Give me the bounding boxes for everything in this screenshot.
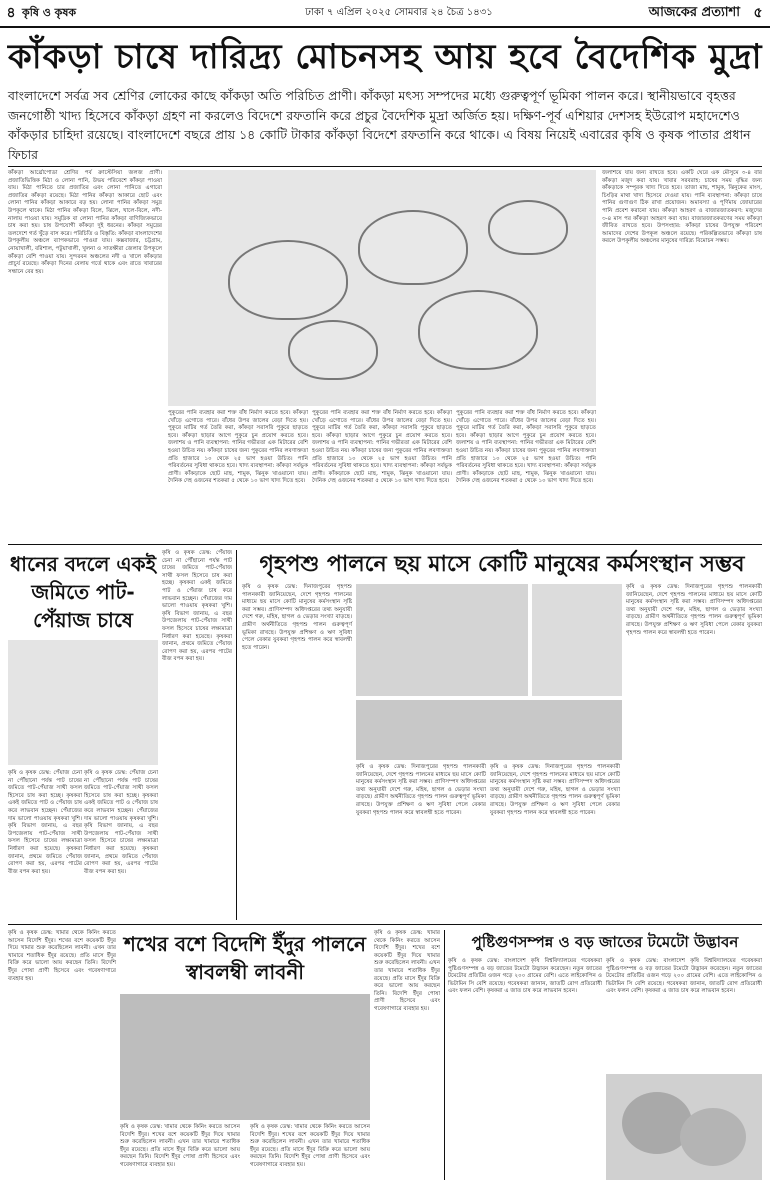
lead-column-2b: পুকুরের পানি ব্যবহার করা শক্ত বাঁধ নির্মাণ করতে হবে। কাঁকড়া খোঁড়ে এগোতে পারে। বাঁধের উপর জালের বেড়া দিতে হয়। পুকুরে মাটির গর্ত তৈরি করা, কাঁকড়া সরাসরি পুকুরে ছাড়তে হবে। কাঁকড়া ছাড়ার আগে পুকুরে চুন প্রয়োগ করতে হবে। জলাশয় ও পানি ব্যবস্থাপনা: পানির গভীরতা এক মিটারের বেশি হওয়া উচিত নয়। কাঁকড়া চাষের জন্য পুকুরের পানির লবণাক্ততা প্রতি হাজারে ১০ থেকে ২৫ ভাগ হওয়া উচিত। পানি পরিবর্তনের সুবিধা থাকতে হবে। খাদ্য ব্যবস্থাপনা: কাঁকড়া সর্বভুক প্রাণী। কাঁকড়াকে ছোট মাছ, শামুক, ঝিনুক খাওয়ানো যায়। দৈনিক দেহ ওজনের শতকরা ৫ থেকে ১০ ভাগ খাদ্য দিতে হবে।: [312, 410, 452, 485]
mice-body-4: কৃষি ও কৃষক ডেস্ক: খামার থেকে কিনিং করতে আসেন বিদেশি ইঁদুর। শখের বশে কয়েকটি ইঁদুর দিয়ে খামার শুরু করেছিলেন লাবনী। এখন তার খামারে শতাধিক ইঁদুর রয়েছে। প্রতি মাসে ইঁদুর বিক্রি করে ভালো আয় করছেন তিনি। বিদেশি ইঁদুর পোষা প্রাণী হিসেবে এবং গবেষণাগারে ব্যবহার হয়।: [374, 930, 440, 1012]
lead-column-2c: পুকুরের পানি ব্যবহার করা শক্ত বাঁধ নির্মাণ করতে হবে। কাঁকড়া খোঁড়ে এগোতে পারে। বাঁধের উপর জালের বেড়া দিতে হয়। পুকুরে মাটির গর্ত তৈরি করা, কাঁকড়া সরাসরি পুকুরে ছাড়তে হবে। কাঁকড়া ছাড়ার আগে পুকুরে চুন প্রয়োগ করতে হবে। জলাশয় ও পানি ব্যবস্থাপনা: পানির গভীরতা এক মিটারের বেশি হওয়া উচিত নয়। কাঁকড়া চাষের জন্য পুকুরের পানির লবণাক্ততা প্রতি হাজারে ১০ থেকে ২৫ ভাগ হওয়া উচিত। পানি পরিবর্তনের সুবিধা থাকতে হবে। খাদ্য ব্যবস্থাপনা: কাঁকড়া সর্বভুক প্রাণী। কাঁকড়াকে ছোট মাছ, শামুক, ঝিনুক খাওয়ানো যায়। দৈনিক দেহ ওজনের শতকরা ৫ থেকে ১০ ভাগ খাদ্য দিতে হবে।: [456, 410, 596, 485]
divider: [8, 544, 762, 545]
mice-headline: শখের বশে বিদেশি ইঁদুর পালনে স্বাবলম্বী লাবনী: [124, 932, 366, 984]
lead-headline: কাঁকড়া চাষে দারিদ্র্য মোচনসহ আয় হবে বৈদেশিক মুদ্রা: [8, 37, 763, 77]
divider: [444, 930, 445, 1180]
livestock-body-2: কৃষি ও কৃষক ডেস্ক: দিনাজপুরের গৃহপশু পালনকারী জানিয়েছেন, দেশে গৃহপশু পালনের মাধ্যমে ছয় মাসে কোটি মানুষের কর্মসংস্থান সৃষ্টি করা সম্ভব। প্রাণিসম্পদ অধিদপ্তরের তথ্য অনুযায়ী দেশে গরু, মহিষ, ছাগল ও ভেড়ার সংখ্যা বাড়ছে। গ্রামীণ অর্থনীতিতে গৃহপশু পালন গুরুত্বপূর্ণ ভূমিকা রাখছে। উপযুক্ত প্রশিক্ষণ ও ঋণ সুবিধা পেলে বেকার যুবকরা গৃহপশু পালন করে স্বাবলম্বী হতে পারেন।: [356, 764, 486, 816]
tomato-headline: পুষ্টিগুণসম্পন্ন ও বড় জাতের টমেটো উদ্ভাবন: [471, 933, 739, 951]
section-title: কৃষি ও কৃষক: [22, 5, 77, 19]
page-number-right: ৫: [753, 5, 763, 21]
jute-body-3: কৃষি ও কৃষক ডেস্ক: পেঁয়াজ চেনা না পৌঁছানো পর্যন্ত পাট চাষের জমিতে পাট-পেঁয়াজ সাথী ফসল হিসেবে চাষ করা হচ্ছে। কৃষকরা একই জমিতে পাট ও পেঁয়াজ চাষ করে লাভবান হচ্ছেন। পেঁয়াজের দাম ভালো পাওয়ায় কৃষকরা খুশি। কৃষি বিভাগ জানায়, এ বছর উপজেলায় পাট-পেঁয়াজ সাথী ফসল হিসেবে চাষের লক্ষ্যমাত্রা নির্ধারণ করা হয়েছে। কৃষকরা জানান, প্রথমে জমিতে পেঁয়াজ রোপণ করা হয়, এরপর পাটের বীজ বপন করা হয়।: [162, 550, 232, 663]
page-number-left: ৪: [6, 5, 16, 21]
crab-photo: [168, 170, 596, 406]
jute-body: কৃষি ও কৃষক ডেস্ক: পেঁয়াজ চেনা না পৌঁছানো পর্যন্ত পাট চাষের জমিতে পাট-পেঁয়াজ সাথী ফসল হিসেবে চাষ করা হচ্ছে। কৃষকরা একই জমিতে পাট ও পেঁয়াজ চাষ করে লাভবান হচ্ছেন। পেঁয়াজের দাম ভালো পাওয়ায় কৃষকরা খুশি। কৃষি বিভাগ জানায়, এ বছর উপজেলায় পাট-পেঁয়াজ সাথী ফসল হিসেবে চাষের লক্ষ্যমাত্রা নির্ধারণ করা হয়েছে। কৃষকরা জানান, প্রথমে জমিতে পেঁয়াজ রোপণ করা হয়, এরপর পাটের বীজ বপন করা হয়।: [8, 770, 82, 875]
divider: [8, 924, 762, 925]
livestock-body-3: কৃষি ও কৃষক ডেস্ক: দিনাজপুরের গৃহপশু পালনকারী জানিয়েছেন, দেশে গৃহপশু পালনের মাধ্যমে ছয় মাসে কোটি মানুষের কর্মসংস্থান সৃষ্টি করা সম্ভব। প্রাণিসম্পদ অধিদপ্তরের তথ্য অনুযায়ী দেশে গরু, মহিষ, ছাগল ও ভেড়ার সংখ্যা বাড়ছে। গ্রামীণ অর্থনীতিতে গৃহপশু পালন গুরুত্বপূর্ণ ভূমিকা রাখছে। উপযুক্ত প্রশিক্ষণ ও ঋণ সুবিধা পেলে বেকার যুবকরা গৃহপশু পালন করে স্বাবলম্বী হতে পারেন।: [490, 764, 620, 816]
lead-intro: বাংলাদেশে সর্বত্র সব শ্রেণির লোকের কাছে কাঁকড়া অতি পরিচিত প্রাণী। কাঁকড়া মৎস্য সম্পদের মধ্যে গুরুত্বপূর্ণ ভূমিকা পালন করে। স্থানীয়ভাবে বৃহত্তর জনগোষ্ঠী খাদ্য হিসেবে কাঁকড়া গ্রহণ না করলেও বিদেশে রফতানি করে প্রচুর বৈদেশিক মুদ্রা অর্জিত হয়। দক্ষিণ-পূর্ব এশিয়ার দেশসহ ইউরোপ মহাদেশেও কাঁকড়ার চাহিদা রয়েছে। বাংলাদেশে বছরে প্রায় ১৪ কোটি টাকার কাঁকড়া বিদেশে রফতানি করে থাকে। এ বিষয় নিয়েই এবারের কৃষি ও কৃষক পাতার প্রধান ফিচার: [8, 88, 751, 162]
divider: [8, 166, 762, 167]
tomato-body: কৃষি ও কৃষক ডেস্ক: বাংলাদেশ কৃষি বিশ্ববিদ্যালয়ের গবেষকরা পুষ্টিগুণসম্পন্ন ও বড় জাতের টমেটো উদ্ভাবন করেছেন। নতুন জাতের টমেটোর প্রতিটির ওজন গড়ে ২০০ গ্রামের বেশি। এতে লাইকোপিন ও ভিটামিন সি বেশি রয়েছে। গবেষকরা জানান, জাতটি রোগ প্রতিরোধী এবং ফলন বেশি। কৃষকরা এ জাত চাষ করে লাভবান হবেন।: [448, 958, 602, 995]
tomato-body-2: কৃষি ও কৃষক ডেস্ক: বাংলাদেশ কৃষি বিশ্ববিদ্যালয়ের গবেষকরা পুষ্টিগুণসম্পন্ন ও বড় জাতের টমেটো উদ্ভাবন করেছেন। নতুন জাতের টমেটোর প্রতিটির ওজন গড়ে ২০০ গ্রামের বেশি। এতে লাইকোপিন ও ভিটামিন সি বেশি রয়েছে। গবেষকরা জানান, জাতটি রোগ প্রতিরোধী এবং ফলন বেশি। কৃষকরা এ জাত চাষ করে লাভবান হবেন।: [606, 958, 762, 995]
lead-column-3: জলাশয়ে যায় জন্য রাখতে হবে। একটি ঘেরে এক মৌসুমে ৩-৪ বার কাঁকড়া মজুদ করা যায়। খাবার সরবরাহ: চাষের সময় বৃদ্ধির জন্য কাঁকড়াকে সম্পূরক খাদ্য দিতে হবে। তাজা মাছ, শামুক, ঝিনুকের মাংস, চিংড়ির মাথা খাদ্য হিসেবে দেওয়া যায়। পানি ব্যবস্থাপনা: কাঁকড়া চাষে পানির গুণাগুণ ঠিক রাখা প্রয়োজন। অমাবস্যা ও পূর্ণিমায় জোয়ারের পানি প্রবেশ করানো যায়। কাঁকড়া আহরণ ও বাজারজাতকরণ: মজুদের ৩-৪ মাস পর কাঁকড়া আহরণ করা যায়। বাজারজাতকরণের সময় কাঁকড়া জীবিত রাখতে হবে। উপসংহার: কাঁকড়া চাষের উপযুক্ত পরিবেশ আমাদের দেশের উপকূল অঞ্চলে রয়েছে। পরিকল্পিতভাবে কাঁকড়া চাষ করলে উপকূলীয় অঞ্চলের মানুষের দারিদ্র্য বিমোচন সম্ভব।: [602, 170, 762, 245]
ducks-photo: [356, 700, 622, 760]
livestock-body-4: কৃষি ও কৃষক ডেস্ক: দিনাজপুরের গৃহপশু পালনকারী জানিয়েছেন, দেশে গৃহপশু পালনের মাধ্যমে ছয় মাসে কোটি মানুষের কর্মসংস্থান সৃষ্টি করা সম্ভব। প্রাণিসম্পদ অধিদপ্তরের তথ্য অনুযায়ী দেশে গরু, মহিষ, ছাগল ও ভেড়ার সংখ্যা বাড়ছে। গ্রামীণ অর্থনীতিতে গৃহপশু পালন গুরুত্বপূর্ণ ভূমিকা রাখছে। উপযুক্ত প্রশিক্ষণ ও ঋণ সুবিধা পেলে বেকার যুবকরা গৃহপশু পালন করে স্বাবলম্বী হতে পারেন।: [626, 584, 762, 636]
tomato-photo: [606, 1074, 762, 1180]
lead-column-1: কাঁকড়া আর্থ্রোপোডা শ্রেণির পর্ব ক্রাস্টেসিয়া জলজ প্রাণী। প্রজাতিভিত্তিক মিঠা ও লোনা পানি, উভয় পরিবেশে কাঁকড়া পাওয়া যায়। মিঠা পানিতে চার প্রজাতির এবং লোনা পানিতে এগারো প্রজাতির কাঁকড়া রয়েছে। মিঠা পানির কাঁকড়া আকারে ছোট এবং লোনা পানির কাঁকড়া আকারে বড় হয়। লোনা পানির কাঁকড়া সমুদ্র উপকূলে থাকে। মিঠা পানির কাঁকড়া বিলে, ঝিলে, খালে-বিলে, নদী-নালায় পাওয়া যায়। সমুদ্রিক বা লোনা পানির কাঁকড়া বাণিজ্যিকভাবে চাষ করা হয়। চাষ উপযোগী কাঁকড়া দুই ধরনের। কাঁকড়া সমুদ্রের তলদেশে গর্ত খুঁড়ে বাস করে। পরিচিতি ও বিস্তৃতি: কাঁকড়া বাংলাদেশের উপকূলীয় অঞ্চলে ব্যাপকভাবে পাওয়া যায়। কক্সবাজার, চট্টগ্রাম, নোয়াখালী, বরিশাল, পটুয়াখালী, খুলনা ও সাতক্ষীরা জেলার উপকূলে কাঁকড়া বেশি পাওয়া যায়। সুন্দরবন অঞ্চলের নদী ও খালে কাঁকড়ার প্রাচুর্য রয়েছে। কাঁকড়া দিনের বেলায় গর্তে থাকে এবং রাতে খাবারের সন্ধানে বের হয়।: [8, 170, 162, 275]
jute-body-2: কৃষি ও কৃষক ডেস্ক: পেঁয়াজ চেনা না পৌঁছানো পর্যন্ত পাট চাষের জমিতে পাট-পেঁয়াজ সাথী ফসল হিসেবে চাষ করা হচ্ছে। কৃষকরা একই জমিতে পাট ও পেঁয়াজ চাষ করে লাভবান হচ্ছেন। পেঁয়াজের দাম ভালো পাওয়ায় কৃষকরা খুশি। কৃষি বিভাগ জানায়, এ বছর উপজেলায় পাট-পেঁয়াজ সাথী ফসল হিসেবে চাষের লক্ষ্যমাত্রা নির্ধারণ করা হয়েছে। কৃষকরা জানান, প্রথমে জমিতে পেঁয়াজ রোপণ করা হয়, এরপর পাটের বীজ বপন করা হয়।: [84, 770, 158, 875]
onion-photo: [8, 640, 158, 765]
page-header: [0, 0, 770, 28]
lead-column-2: পুকুরের পানি ব্যবহার করা শক্ত বাঁধ নির্মাণ করতে হবে। কাঁকড়া খোঁড়ে এগোতে পারে। বাঁধের উপর জালের বেড়া দিতে হয়। পুকুরে মাটির গর্ত তৈরি করা, কাঁকড়া সরাসরি পুকুরে ছাড়তে হবে। কাঁকড়া ছাড়ার আগে পুকুরে চুন প্রয়োগ করতে হবে। জলাশয় ও পানি ব্যবস্থাপনা: পানির গভীরতা এক মিটারের বেশি হওয়া উচিত নয়। কাঁকড়া চাষের জন্য পুকুরের পানির লবণাক্ততা প্রতি হাজারে ১০ থেকে ২৫ ভাগ হওয়া উচিত। পানি পরিবর্তনের সুবিধা থাকতে হবে। খাদ্য ব্যবস্থাপনা: কাঁকড়া সর্বভুক প্রাণী। কাঁকড়াকে ছোট মাছ, শামুক, ঝিনুক খাওয়ানো যায়। দৈনিক দেহ ওজনের শতকরা ৫ থেকে ১০ ভাগ খাদ্য দিতে হবে।: [168, 410, 308, 485]
mice-photo: [120, 994, 370, 1120]
mice-body-3: কৃষি ও কৃষক ডেস্ক: খামার থেকে কিনিং করতে আসেন বিদেশি ইঁদুর। শখের বশে কয়েকটি ইঁদুর দিয়ে খামার শুরু করেছিলেন লাবনী। এখন তার খামারে শতাধিক ইঁদুর রয়েছে। প্রতি মাসে ইঁদুর বিক্রি করে ভালো আয় করছেন তিনি। বিদেশি ইঁদুর পোষা প্রাণী হিসেবে এবং গবেষণাগারে ব্যবহার হয়।: [250, 1124, 370, 1168]
livestock-body: কৃষি ও কৃষক ডেস্ক: দিনাজপুরের গৃহপশু পালনকারী জানিয়েছেন, দেশে গৃহপশু পালনের মাধ্যমে ছয় মাসে কোটি মানুষের কর্মসংস্থান সৃষ্টি করা সম্ভব। প্রাণিসম্পদ অধিদপ্তরের তথ্য অনুযায়ী দেশে গরু, মহিষ, ছাগল ও ভেড়ার সংখ্যা বাড়ছে। গ্রামীণ অর্থনীতিতে গৃহপশু পালন গুরুত্বপূর্ণ ভূমিকা রাখছে। উপযুক্ত প্রশিক্ষণ ও ঋণ সুবিধা পেলে বেকার যুবকরা গৃহপশু পালন করে স্বাবলম্বী হতে পারেন।: [242, 584, 352, 651]
dateline: ঢাকা ৭ এপ্রিল ২০২৫ সোমবার ২৪ চৈত্র ১৪৩১: [305, 6, 493, 18]
mice-body: কৃষি ও কৃষক ডেস্ক: খামার থেকে কিনিং করতে আসেন বিদেশি ইঁদুর। শখের বশে কয়েকটি ইঁদুর দিয়ে খামার শুরু করেছিলেন লাবনী। এখন তার খামারে শতাধিক ইঁদুর রয়েছে। প্রতি মাসে ইঁদুর বিক্রি করে ভালো আয় করছেন তিনি। বিদেশি ইঁদুর পোষা প্রাণী হিসেবে এবং গবেষণাগারে ব্যবহার হয়।: [8, 930, 116, 982]
cow-photo: [356, 584, 528, 696]
goat-photo: [532, 584, 622, 696]
divider: [236, 550, 237, 920]
livestock-headline: গৃহপশু পালনে ছয় মাসে কোটি মানুষের কর্মসংস্থান সম্ভব: [259, 552, 745, 577]
jute-headline: ধানের বদলে একই জমিতে পাট-পেঁয়াজ চাষে: [9, 552, 157, 632]
masthead-logo: আজকের প্রত্যাশা: [648, 4, 740, 20]
mice-body-2: কৃষি ও কৃষক ডেস্ক: খামার থেকে কিনিং করতে আসেন বিদেশি ইঁদুর। শখের বশে কয়েকটি ইঁদুর দিয়ে খামার শুরু করেছিলেন লাবনী। এখন তার খামারে শতাধিক ইঁদুর রয়েছে। প্রতি মাসে ইঁদুর বিক্রি করে ভালো আয় করছেন তিনি। বিদেশি ইঁদুর পোষা প্রাণী হিসেবে এবং গবেষণাগারে ব্যবহার হয়।: [120, 1124, 240, 1168]
